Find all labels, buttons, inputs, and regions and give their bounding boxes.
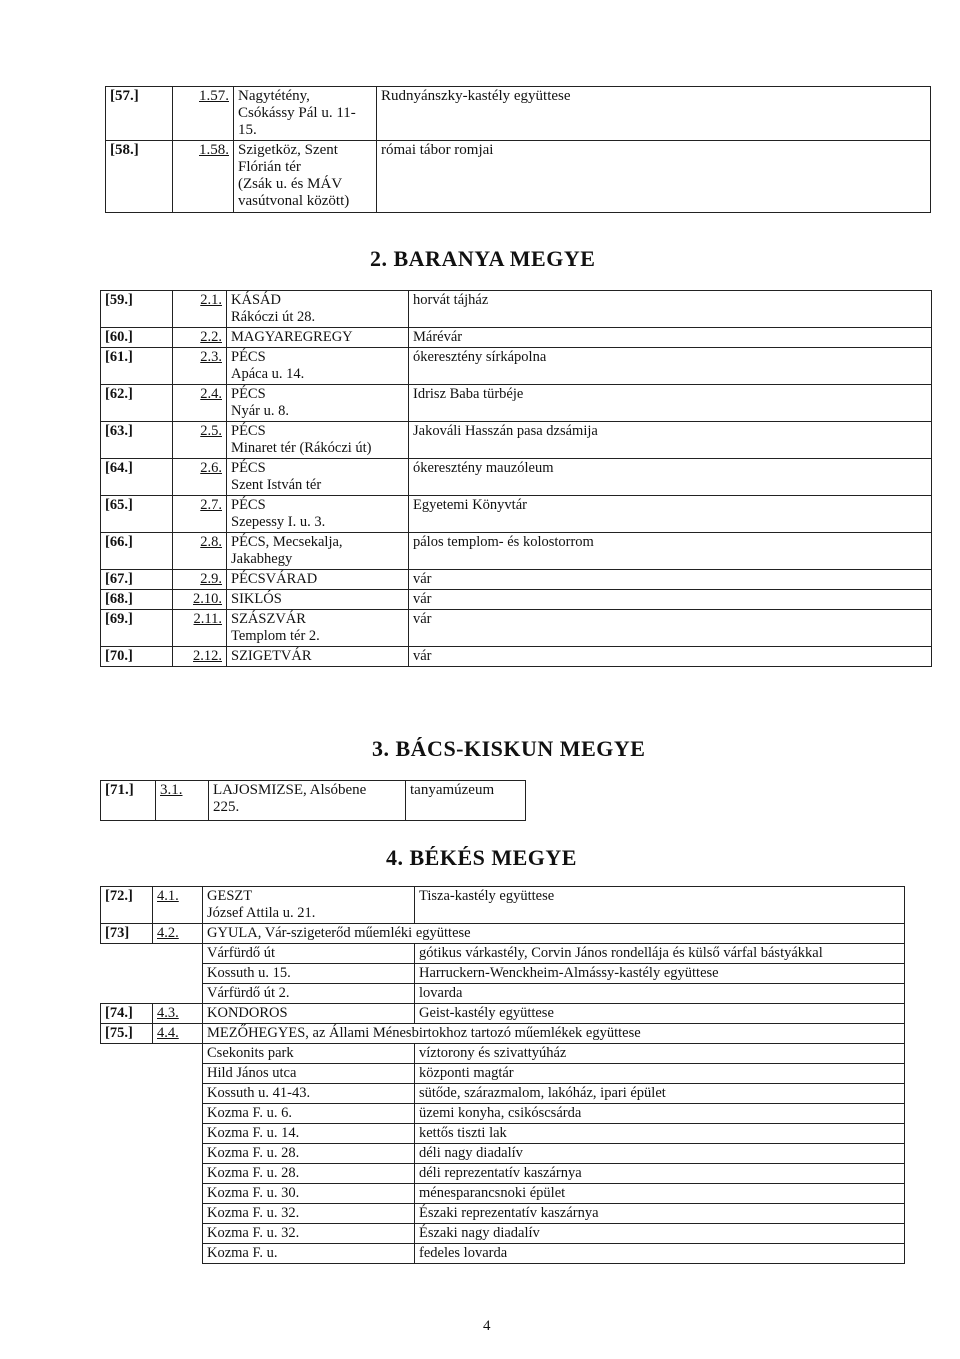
spacer-cell — [101, 1084, 203, 1104]
row-number: [74.] — [101, 1004, 153, 1024]
description-cell: ókeresztény mauzóleum — [409, 459, 932, 496]
spacer-cell — [101, 1164, 203, 1184]
row-number: [75.] — [101, 1024, 153, 1044]
description-cell: vár — [409, 647, 932, 667]
table-row — [101, 781, 526, 821]
location-line: Szigetköz, Szent — [238, 142, 338, 158]
table-row — [101, 887, 905, 924]
table-row — [101, 924, 905, 944]
row-code: 2.3. — [173, 348, 227, 385]
location-cell — [234, 87, 377, 141]
spacer-cell — [101, 964, 203, 984]
sub-location-cell: Kozma F. u. 28. — [203, 1164, 415, 1184]
sub-description-cell: Északi reprezentatív kaszárnya — [415, 1204, 905, 1224]
table-row — [106, 87, 931, 141]
description-cell: vár — [409, 590, 932, 610]
location-line: Minaret tér (Rákóczi út) — [231, 440, 372, 456]
sub-location-cell: Kozma F. u. 14. — [203, 1124, 415, 1144]
page-number: 4 — [483, 1318, 491, 1334]
location-line: KÁSÁD — [231, 292, 281, 308]
description-cell: ókeresztény sírkápolna — [409, 348, 932, 385]
sub-description-cell: gótikus várkastély, Corvin János rondellája és külső várfal bástyákkal — [415, 944, 905, 964]
group-title: GYULA, Vár-szigeterőd műemléki együttese — [203, 924, 905, 944]
sub-location-cell: Kozma F. u. — [203, 1244, 415, 1264]
sub-location-cell: Kozma F. u. 32. — [203, 1224, 415, 1244]
table-row — [101, 1064, 905, 1084]
table-row — [101, 1084, 905, 1104]
table-bacs-kiskun — [100, 780, 526, 821]
location-line: PÉCS — [231, 423, 266, 439]
row-code: 2.9. — [173, 570, 227, 590]
location-line: MAGYAREGREGY — [231, 329, 353, 345]
table-row — [101, 610, 932, 647]
location-line: 15. — [238, 122, 257, 138]
table-row — [101, 496, 932, 533]
location-cell — [203, 887, 415, 924]
sub-location-cell: Csekonits park — [203, 1044, 415, 1064]
row-code: 2.8. — [173, 533, 227, 570]
sub-description-cell: központi magtár — [415, 1064, 905, 1084]
description-cell: tanyamúzeum — [406, 781, 526, 821]
location-line: GESZT — [207, 888, 253, 904]
location-line: LAJOSMIZSE, Alsóbene — [213, 782, 367, 798]
row-code: 2.4. — [173, 385, 227, 422]
location-cell — [227, 328, 409, 348]
location-line: Szepessy I. u. 3. — [231, 514, 326, 530]
spacer-cell — [101, 1244, 203, 1264]
table-row — [101, 1164, 905, 1184]
row-number: [71.] — [101, 781, 156, 821]
location-cell — [227, 647, 409, 667]
row-number: [58.] — [106, 141, 173, 213]
location-cell — [227, 610, 409, 647]
location-line: PÉCSVÁRAD — [231, 571, 318, 587]
table-row — [101, 1004, 905, 1024]
table-row — [101, 328, 932, 348]
spacer-cell — [101, 1224, 203, 1244]
spacer-cell — [101, 1204, 203, 1224]
row-code: 2.1. — [173, 291, 227, 328]
sub-description-cell: üzemi konyha, csikóscsárda — [415, 1104, 905, 1124]
location-cell — [234, 141, 377, 213]
location-cell — [227, 291, 409, 328]
spacer-cell — [101, 1124, 203, 1144]
spacer-cell — [101, 944, 203, 964]
location-cell: KONDOROS — [203, 1004, 415, 1024]
row-code: 3.1. — [156, 781, 209, 821]
table-row — [101, 1124, 905, 1144]
row-number: [72.] — [101, 887, 153, 924]
row-number: [60.] — [101, 328, 173, 348]
location-line: Szent István tér — [231, 477, 322, 493]
spacer-cell — [101, 1104, 203, 1124]
row-code: 2.5. — [173, 422, 227, 459]
row-number: [63.] — [101, 422, 173, 459]
sub-description-cell: déli nagy diadalív — [415, 1144, 905, 1164]
location-line: Apáca u. 14. — [231, 366, 305, 382]
row-code: 2.7. — [173, 496, 227, 533]
table-row — [106, 141, 931, 213]
location-line: SIKLÓS — [231, 591, 282, 607]
table-row — [101, 1244, 905, 1264]
sub-location-cell: Kossuth u. 41-43. — [203, 1084, 415, 1104]
sub-description-cell: víztorony és szivattyúház — [415, 1044, 905, 1064]
row-number: [70.] — [101, 647, 173, 667]
description-cell: Geist-kastély együttese — [415, 1004, 905, 1024]
location-line: Nagytétény, — [238, 88, 310, 104]
spacer-cell — [101, 984, 203, 1004]
location-line: vasútvonal között) — [238, 193, 350, 209]
sub-description-cell: sütőde, szárazmalom, lakóház, ipari épület — [415, 1084, 905, 1104]
description-cell: pálos templom- és kolostorrom — [409, 533, 932, 570]
row-code: 4.1. — [153, 887, 203, 924]
table-row — [101, 944, 905, 964]
description-cell: Rudnyánszky-kastély együttese — [377, 87, 931, 141]
table-row — [101, 1184, 905, 1204]
table-row — [101, 1044, 905, 1064]
location-cell — [227, 533, 409, 570]
table-row — [101, 291, 932, 328]
row-number: [57.] — [106, 87, 173, 141]
row-number: [64.] — [101, 459, 173, 496]
location-cell — [227, 459, 409, 496]
description-cell: Idrisz Baba türbéje — [409, 385, 932, 422]
table-baranya — [100, 290, 932, 667]
location-cell — [227, 385, 409, 422]
sub-description-cell: ménesparancsnoki épület — [415, 1184, 905, 1204]
location-cell — [227, 496, 409, 533]
table-row — [101, 570, 932, 590]
row-number: [59.] — [101, 291, 173, 328]
spacer-cell — [101, 1064, 203, 1084]
description-cell: Márévár — [409, 328, 932, 348]
row-code: 2.10. — [173, 590, 227, 610]
location-line: PÉCS, Mecsekalja, — [231, 534, 343, 550]
row-number: [62.] — [101, 385, 173, 422]
spacer-cell — [101, 1184, 203, 1204]
group-title: MEZŐHEGYES, az Állami Ménesbirtokhoz tartozó műemlékek együttese — [203, 1024, 905, 1044]
location-cell — [227, 422, 409, 459]
sub-location-cell: Kossuth u. 15. — [203, 964, 415, 984]
sub-description-cell: kettős tiszti lak — [415, 1124, 905, 1144]
row-code: 2.2. — [173, 328, 227, 348]
row-code: 2.6. — [173, 459, 227, 496]
table-row — [101, 348, 932, 385]
location-line: PÉCS — [231, 497, 266, 513]
sub-location-cell: Kozma F. u. 6. — [203, 1104, 415, 1124]
table-row — [101, 590, 932, 610]
sub-description-cell: Harruckern-Wenckheim-Almássy-kastély együttese — [415, 964, 905, 984]
description-cell: Tisza-kastély együttese — [415, 887, 905, 924]
section-heading-bacs-kiskun: 3. BÁCS-KISKUN MEGYE — [372, 736, 646, 761]
sub-location-cell: Kozma F. u. 30. — [203, 1184, 415, 1204]
sub-description-cell: lovarda — [415, 984, 905, 1004]
spacer-cell — [101, 1044, 203, 1064]
table-row — [101, 533, 932, 570]
location-line: PÉCS — [231, 386, 266, 402]
table-row — [101, 647, 932, 667]
table-row — [101, 1024, 905, 1044]
location-line: József Attila u. 21. — [207, 905, 316, 921]
location-cell — [227, 590, 409, 610]
row-code: 1.58. — [173, 141, 234, 213]
location-line: Nyár u. 8. — [231, 403, 289, 419]
row-code: 4.3. — [153, 1004, 203, 1024]
table-row — [101, 1224, 905, 1244]
table-row — [101, 1204, 905, 1224]
sub-location-cell: Kozma F. u. 32. — [203, 1204, 415, 1224]
spacer-cell — [101, 1144, 203, 1164]
row-code: 2.12. — [173, 647, 227, 667]
row-number: [65.] — [101, 496, 173, 533]
table-bekes — [100, 886, 905, 1264]
table-row — [101, 1104, 905, 1124]
row-code: 4.4. — [153, 1024, 203, 1044]
location-line: (Zsák u. és MÁV — [238, 176, 343, 192]
row-number: [66.] — [101, 533, 173, 570]
section-heading-baranya: 2. BARANYA MEGYE — [370, 246, 596, 271]
sub-location-cell: Hild János utca — [203, 1064, 415, 1084]
description-cell: Jakováli Hasszán pasa dzsámija — [409, 422, 932, 459]
table-row — [101, 1144, 905, 1164]
sub-location-cell: Várfürdő út — [203, 944, 415, 964]
table-row — [101, 459, 932, 496]
row-code: 4.2. — [153, 924, 203, 944]
row-number: [69.] — [101, 610, 173, 647]
table-row — [101, 984, 905, 1004]
location-line: 225. — [213, 799, 240, 815]
row-code: 2.11. — [173, 610, 227, 647]
location-line: Jakabhegy — [231, 551, 293, 567]
table-row — [101, 964, 905, 984]
section-heading-bekes: 4. BÉKÉS MEGYE — [386, 845, 577, 870]
row-number: [61.] — [101, 348, 173, 385]
sub-description-cell: déli reprezentatív kaszárnya — [415, 1164, 905, 1184]
location-line: PÉCS — [231, 460, 266, 476]
location-line: SZÁSZVÁR — [231, 611, 306, 627]
description-cell: Egyetemi Könyvtár — [409, 496, 932, 533]
location-line: SZIGETVÁR — [231, 648, 312, 664]
sub-location-cell: Várfürdő út 2. — [203, 984, 415, 1004]
row-number: [67.] — [101, 570, 173, 590]
table-budapest — [105, 86, 931, 213]
row-code: 1.57. — [173, 87, 234, 141]
location-line: Templom tér 2. — [231, 628, 320, 644]
sub-description-cell: fedeles lovarda — [415, 1244, 905, 1264]
location-line: Csókássy Pál u. 11- — [238, 105, 356, 121]
location-cell — [227, 348, 409, 385]
sub-description-cell: Északi nagy diadalív — [415, 1224, 905, 1244]
sub-location-cell: Kozma F. u. 28. — [203, 1144, 415, 1164]
description-cell: horvát tájház — [409, 291, 932, 328]
location-line: Flórián tér — [238, 159, 301, 175]
location-line: Rákóczi út 28. — [231, 309, 316, 325]
description-cell: vár — [409, 610, 932, 647]
table-row — [101, 422, 932, 459]
description-cell: római tábor romjai — [377, 141, 931, 213]
description-cell: vár — [409, 570, 932, 590]
location-line: PÉCS — [231, 349, 266, 365]
location-cell — [209, 781, 406, 821]
location-cell — [227, 570, 409, 590]
table-row — [101, 385, 932, 422]
row-number: [68.] — [101, 590, 173, 610]
row-number: [73] — [101, 924, 153, 944]
